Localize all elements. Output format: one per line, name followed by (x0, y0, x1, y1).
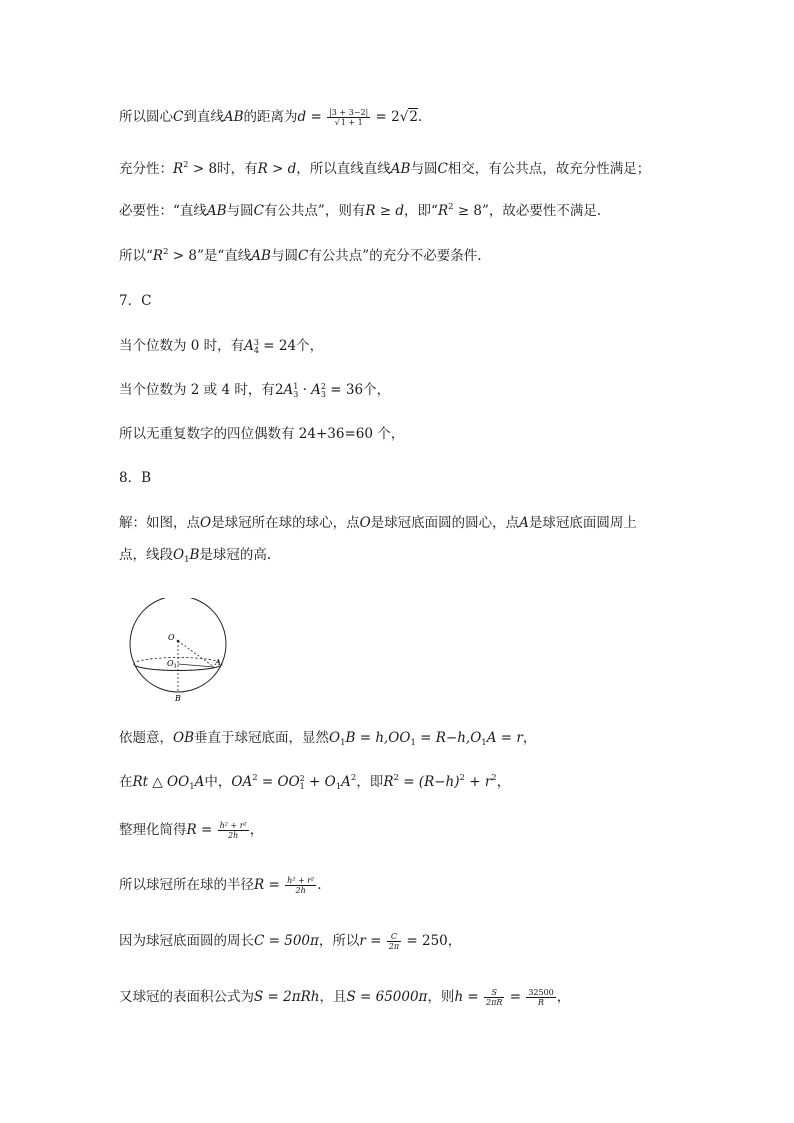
sphere-diagram (126, 598, 234, 702)
text: 当个位数为 0 时，有 (119, 338, 245, 354)
math-var: d (297, 109, 307, 125)
sphere-cap-figure (126, 598, 234, 702)
math-var: A (194, 774, 205, 790)
text: 又球冠的表面积公式为 (119, 989, 254, 1005)
exponent: 2 (350, 773, 357, 783)
text: ，即“ (404, 203, 438, 219)
subscript: 4 (253, 345, 260, 355)
subscript: 1 (340, 738, 346, 748)
exponent: 2 (393, 773, 399, 783)
text-line-1 (119, 108, 422, 127)
superscript: 2 (320, 381, 326, 391)
math-expr: r = (359, 933, 386, 949)
text: 必要性：“直线 (119, 203, 207, 219)
text: ，所以 (318, 933, 360, 949)
sqrt-content: 1 + 1 (340, 118, 363, 127)
text: > 8时，有 (188, 161, 258, 177)
text: 解：如图，点 (119, 515, 200, 531)
text-line-13 (119, 773, 510, 791)
text: 所以“ (119, 248, 153, 264)
segment-O1A (178, 664, 214, 667)
math-expr: + r (464, 774, 492, 790)
math-var: C (253, 203, 264, 219)
math-var: O (173, 547, 185, 563)
math-expr: O (329, 730, 341, 746)
math-result: = 250 (402, 933, 448, 949)
text: 依题意， (119, 730, 173, 746)
text: 与圆 (410, 161, 438, 177)
math-var: O (359, 515, 371, 531)
fraction (484, 988, 504, 1007)
text: 当个位数为 2 或 4 时，有2 (119, 382, 284, 398)
fraction (387, 932, 401, 951)
superscript: 2 (299, 773, 305, 783)
text-line-4 (119, 247, 482, 265)
text: 是球冠底面圆周上 (528, 515, 637, 531)
math-expr: = OO (257, 774, 300, 790)
text: ，且 (319, 989, 347, 1005)
label-B: B (175, 694, 181, 702)
text-line-17 (119, 988, 570, 1007)
math-var: A (519, 515, 529, 531)
answer-7: 7．C (119, 293, 152, 309)
subscript: 1 (189, 782, 195, 792)
text: > 8”是“直线 (168, 248, 252, 264)
exponent: 2 (459, 773, 465, 783)
exponent: 2 (448, 202, 454, 212)
sqrt-sign: √ (334, 118, 340, 127)
subscript: 3 (320, 389, 326, 399)
text: 因为球冠底面圆的周长 (119, 933, 254, 949)
math-op: = (505, 989, 526, 1005)
exponent: 2 (183, 160, 189, 170)
fraction (218, 821, 249, 840)
text: 垂直于球冠底面，显然 (194, 730, 329, 746)
punct: . (317, 877, 322, 893)
math-var: AB (251, 248, 271, 264)
label-O1-sub: 1 (173, 663, 178, 670)
math-expr: Rt (132, 774, 149, 790)
sqrt-content: 2 (409, 109, 418, 125)
subscript: 1 (335, 782, 342, 792)
text: 与圆 (270, 248, 298, 264)
text: = 36个， (326, 382, 391, 398)
fraction-numerator: S (484, 988, 504, 998)
punct: ， (522, 730, 537, 746)
text-line-12 (119, 729, 536, 747)
answer-8: 8．B (119, 470, 152, 486)
fraction-denominator: 2h (295, 886, 306, 895)
text-line-11 (119, 546, 271, 564)
subscript: 3 (293, 389, 299, 399)
math-var: B (189, 547, 200, 563)
text: 与圆 (226, 203, 254, 219)
math-var: OB (173, 730, 194, 746)
math-var: O (200, 515, 212, 531)
math-expr: S = 65000π (346, 989, 428, 1005)
math-expr: + O (304, 774, 336, 790)
exponent: 2 (252, 773, 258, 783)
math-var: AB (223, 109, 244, 125)
point-O (177, 640, 180, 643)
math-expr: B = h,OO (345, 730, 411, 746)
math-var: AB (206, 203, 227, 219)
subscript: 1 (481, 738, 487, 748)
subscript: 1 (299, 781, 305, 791)
punct: ， (249, 822, 264, 838)
math-var: C (297, 248, 309, 264)
punct: . (417, 109, 423, 125)
fraction (526, 988, 555, 1007)
text-line-10 (119, 514, 637, 532)
text: 到直线 (183, 109, 224, 125)
text: 相交，有公共点，故充分性满足； (447, 161, 651, 177)
fraction-denominator (327, 118, 370, 127)
label-A: A (215, 658, 221, 667)
text-line-15 (119, 876, 322, 895)
label-O: O (168, 633, 175, 642)
label-O1 (167, 659, 177, 670)
text: ，所以直线直线 (296, 161, 391, 177)
text: 中， (204, 774, 232, 790)
math-var: C (173, 109, 184, 125)
fraction-numerator: h² + r² (219, 821, 247, 830)
text: 整理化简得 (119, 822, 187, 838)
text: 充分性： (119, 161, 173, 177)
math-result: = 2 (371, 109, 400, 125)
math-expr: R > d (257, 161, 297, 177)
superscript: 1 (293, 381, 299, 391)
fraction-denominator: 2h (228, 831, 239, 840)
text-line-3 (119, 202, 601, 220)
sqrt-sign: √ (399, 109, 409, 125)
segment-OA (178, 641, 214, 667)
math-expr: = (R−h) (398, 774, 460, 790)
fraction-numerator: |3 + 3−2| (329, 108, 369, 117)
text: 在 (119, 774, 133, 790)
math-expr: C = 500π (254, 933, 319, 949)
exponent: 2 (491, 773, 497, 783)
fraction-numerator: h² + r² (287, 876, 315, 885)
math-op: = (196, 822, 217, 838)
math-var: C (437, 161, 448, 177)
superscript: 3 (253, 337, 260, 347)
math-var: R (383, 774, 394, 790)
text: 有公共点”的充分不必要条件. (308, 248, 482, 264)
math-var: A (283, 382, 294, 398)
text: 点，线段 (119, 547, 173, 563)
math-var: A (244, 338, 254, 354)
math-var: AB (390, 161, 411, 177)
text: ，则 (427, 989, 455, 1005)
math-expr: = R−h,O (415, 730, 482, 746)
math-var: R (437, 203, 449, 219)
math-expr: S = 2πRh (254, 989, 320, 1005)
text: 是球冠底面圆的圆心，点 (370, 515, 520, 531)
fraction (285, 876, 316, 895)
math-expr: OA (231, 774, 253, 790)
text-line-8: 所以无重复数字的四位偶数有 24+36=60 个， (119, 426, 405, 442)
text: ，即 (356, 774, 384, 790)
fraction (327, 108, 370, 127)
math-op: = (264, 877, 285, 893)
fraction-denominator: R (538, 998, 545, 1007)
text: 是球冠所在球的球心，点 (211, 515, 360, 531)
text-line-6 (119, 337, 323, 355)
text: 所以球冠所在球的半径 (119, 877, 254, 893)
text: 是球冠的高. (199, 547, 272, 563)
math-var: R (152, 248, 164, 264)
fraction-numerator: C (387, 932, 401, 942)
math-var: R (173, 161, 184, 177)
math-expr: h = (454, 989, 484, 1005)
math-op: · (298, 382, 312, 398)
text-line-7 (119, 381, 390, 399)
math-var: A (341, 774, 351, 790)
text-line-16 (119, 932, 461, 951)
math-var: R (254, 877, 265, 893)
text-line-2 (119, 160, 650, 178)
math-expr: △ OO (148, 774, 190, 790)
text: ≥ 8”，故必要性不满足. (453, 203, 602, 219)
punct: ， (496, 774, 511, 790)
math-expr: A = r (486, 730, 523, 746)
punct: ， (447, 933, 462, 949)
math-expr: R ≥ d (365, 203, 405, 219)
label-O1-letter: O (167, 659, 174, 668)
fraction-denominator: 2πR (486, 998, 503, 1007)
text: 有公共点”，则有 (263, 203, 366, 219)
text-line-14 (119, 821, 263, 840)
exponent: 2 (163, 247, 169, 257)
fraction-denominator: 2π (388, 942, 400, 951)
punct: ， (556, 989, 571, 1005)
text: = 24个， (259, 338, 324, 354)
fraction-numerator: 32500 (528, 988, 554, 997)
text: 的距离为 (243, 109, 298, 125)
math-op: = (306, 109, 327, 125)
math-var: R (186, 822, 197, 838)
subscript: 1 (410, 738, 416, 748)
text: 所以圆心 (119, 109, 173, 125)
math-var: A (311, 382, 321, 398)
subscript: 1 (184, 555, 190, 565)
